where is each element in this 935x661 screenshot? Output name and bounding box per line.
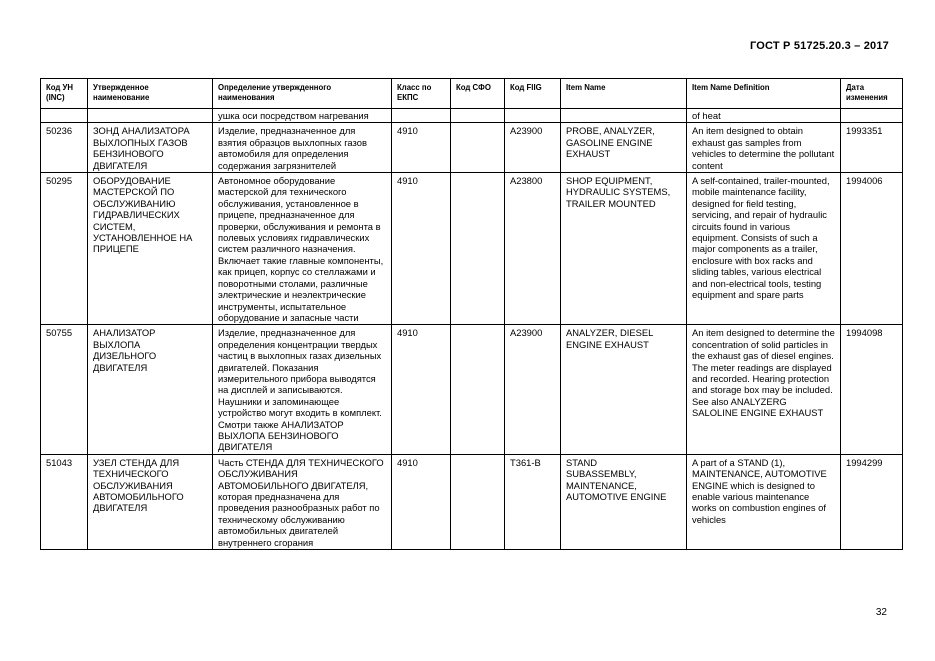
cell-sfo (451, 454, 505, 549)
document-standard-number: ГОСТ Р 51725.20.3 – 2017 (749, 40, 889, 52)
cell-date: 1994299 (841, 454, 903, 549)
cell-code: 51043 (41, 454, 88, 549)
header-fiig-code: Код FIIG (505, 79, 561, 109)
cell-code: 50755 (41, 325, 88, 454)
continuation-definition: ушка оси посредством нагревания (213, 109, 392, 123)
cell-date: 1994098 (841, 325, 903, 454)
cell-item-definition: An item designed to obtain exhaust gas samples from vehicles to determine the pollutant content (687, 123, 841, 173)
cell-approved-name: ОБОРУДОВАНИЕ МАСТЕРСКОЙ ПО ОБСЛУЖИВАНИЮ ГИДРАВЛИЧЕСКИХ СИСТЕМ, УСТАНОВЛЕННОЕ НА ПРИЦЕПЕ (88, 173, 213, 325)
cell-class: 4910 (392, 173, 451, 325)
cell-code: 50295 (41, 173, 88, 325)
cell-item-name: STAND SUBASSEMBLY, MAINTENANCE, AUTOMOTIVE ENGINE (561, 454, 687, 549)
header-change-date: Дата изменения (841, 79, 903, 109)
cell-item-definition: A part of a STAND (1), MAINTENANCE, AUTOMOTIVE ENGINE which is designed to enable various maintenance works on combustion engines of vehicles (687, 454, 841, 549)
cell-date: 1994006 (841, 173, 903, 325)
cell-approved-name: УЗЕЛ СТЕНДА ДЛЯ ТЕХНИЧЕСКОГО ОБСЛУЖИВАНИЯ АВТОМОБИЛЬНОГО ДВИГАТЕЛЯ (88, 454, 213, 549)
cell-class: 4910 (392, 123, 451, 173)
cell-item-name: PROBE, ANALYZER, GASOLINE ENGINE EXHAUST (561, 123, 687, 173)
header-item-name-definition: Item Name Definition (687, 79, 841, 109)
header-item-name: Item Name (561, 79, 687, 109)
page-number: 32 (875, 607, 887, 618)
cell-approved-name: АНАЛИЗАТОР ВЫХЛОПА ДИЗЕЛЬНОГО ДВИГАТЕЛЯ (88, 325, 213, 454)
continuation-en-definition: of heat (687, 109, 841, 123)
header-ekps-class: Класс по ЕКПС (392, 79, 451, 109)
table-row (41, 454, 903, 549)
cell-item-name: ANALYZER, DIESEL ENGINE EXHAUST (561, 325, 687, 454)
cell-approved-name: ЗОНД АНАЛИЗАТОРА ВЫХЛОПНЫХ ГАЗОВ БЕНЗИНОВОГО ДВИГАТЕЛЯ (88, 123, 213, 173)
cell-definition: Автономное оборудование мастерской для технического обслуживания, установленное в прицепе, предназначенное для проверки, обслуживания и ремонта в полевых условиях гидравлических систем различного назначения. Включает такие главные компоненты, как прицеп, корпус со стеллажами и поворотными столами, различные электрические и неэлектрические инструменты, испытательное оборудование и запасные части (213, 173, 392, 325)
table-row (41, 123, 903, 173)
header-approved-name: Утвержденное наименование (88, 79, 213, 109)
cell-sfo (451, 325, 505, 454)
cell-sfo (451, 173, 505, 325)
cell-item-definition: An item designed to determine the concentration of solid particles in the exhaust gas of diesel engines. The meter readings are displayed and recorded. Hearing protection and storage box may be included. See also ANALYZERG SALOLINE ENGINE EXHAUST (687, 325, 841, 454)
cell-code: 50236 (41, 123, 88, 173)
cell-sfo (451, 123, 505, 173)
cell-item-name: SHOP EQUIPMENT, HYDRAULIC SYSTEMS, TRAILER MOUNTED (561, 173, 687, 325)
header-code-inc: Код УН (INC) (41, 79, 88, 109)
table-row (41, 173, 903, 325)
cell-item-definition: A self-contained, trailer-mounted, mobile maintenance facility, designed for field testing, servicing, and repair of hydraulic circuits found in various equipment. Consists of such a major components as a trailer, enclosure with box racks and sliding tables, various electrical and non-electrical tools, testing equipment and spare parts (687, 173, 841, 325)
cell-class: 4910 (392, 454, 451, 549)
cell-definition: Изделие, предназначенное для взятия образцов выхлопных газов автомобиля для определения содержания загрязнителей (213, 123, 392, 173)
header-sfo-code: Код СФО (451, 79, 505, 109)
cell-definition: Часть СТЕНДА ДЛЯ ТЕХНИЧЕСКОГО ОБСЛУЖИВАНИЯ АВТОМОБИЛЬНОГО ДВИГАТЕЛЯ, которая предназначена для проведения разнообразных работ по техническому обслуживанию автомобильных двигателей внутреннего сгорания (213, 454, 392, 549)
cell-fiig: T361-B (505, 454, 561, 549)
cell-fiig: A23900 (505, 123, 561, 173)
header-approved-definition: Определение утвержденного наименования (213, 79, 392, 109)
cell-class: 4910 (392, 325, 451, 454)
cell-fiig: A23800 (505, 173, 561, 325)
nomenclature-table (40, 78, 903, 550)
cell-fiig: A23900 (505, 325, 561, 454)
cell-date: 1993351 (841, 123, 903, 173)
table-row (41, 325, 903, 454)
cell-definition: Изделие, предназначенное для определения концентрации твердых частиц в выхлопных газах дизельных двигателей. Показания измерительного прибора выводятся на дисплей и записываются. Наушники и запоминающее устройство могут входить в комплект. Смотри также АНАЛИЗАТОР ВЫХЛОПА БЕНЗИНОВОГО ДВИГАТЕЛЯ (213, 325, 392, 454)
table-row-continuation (41, 109, 903, 123)
table-header-row (41, 79, 903, 109)
